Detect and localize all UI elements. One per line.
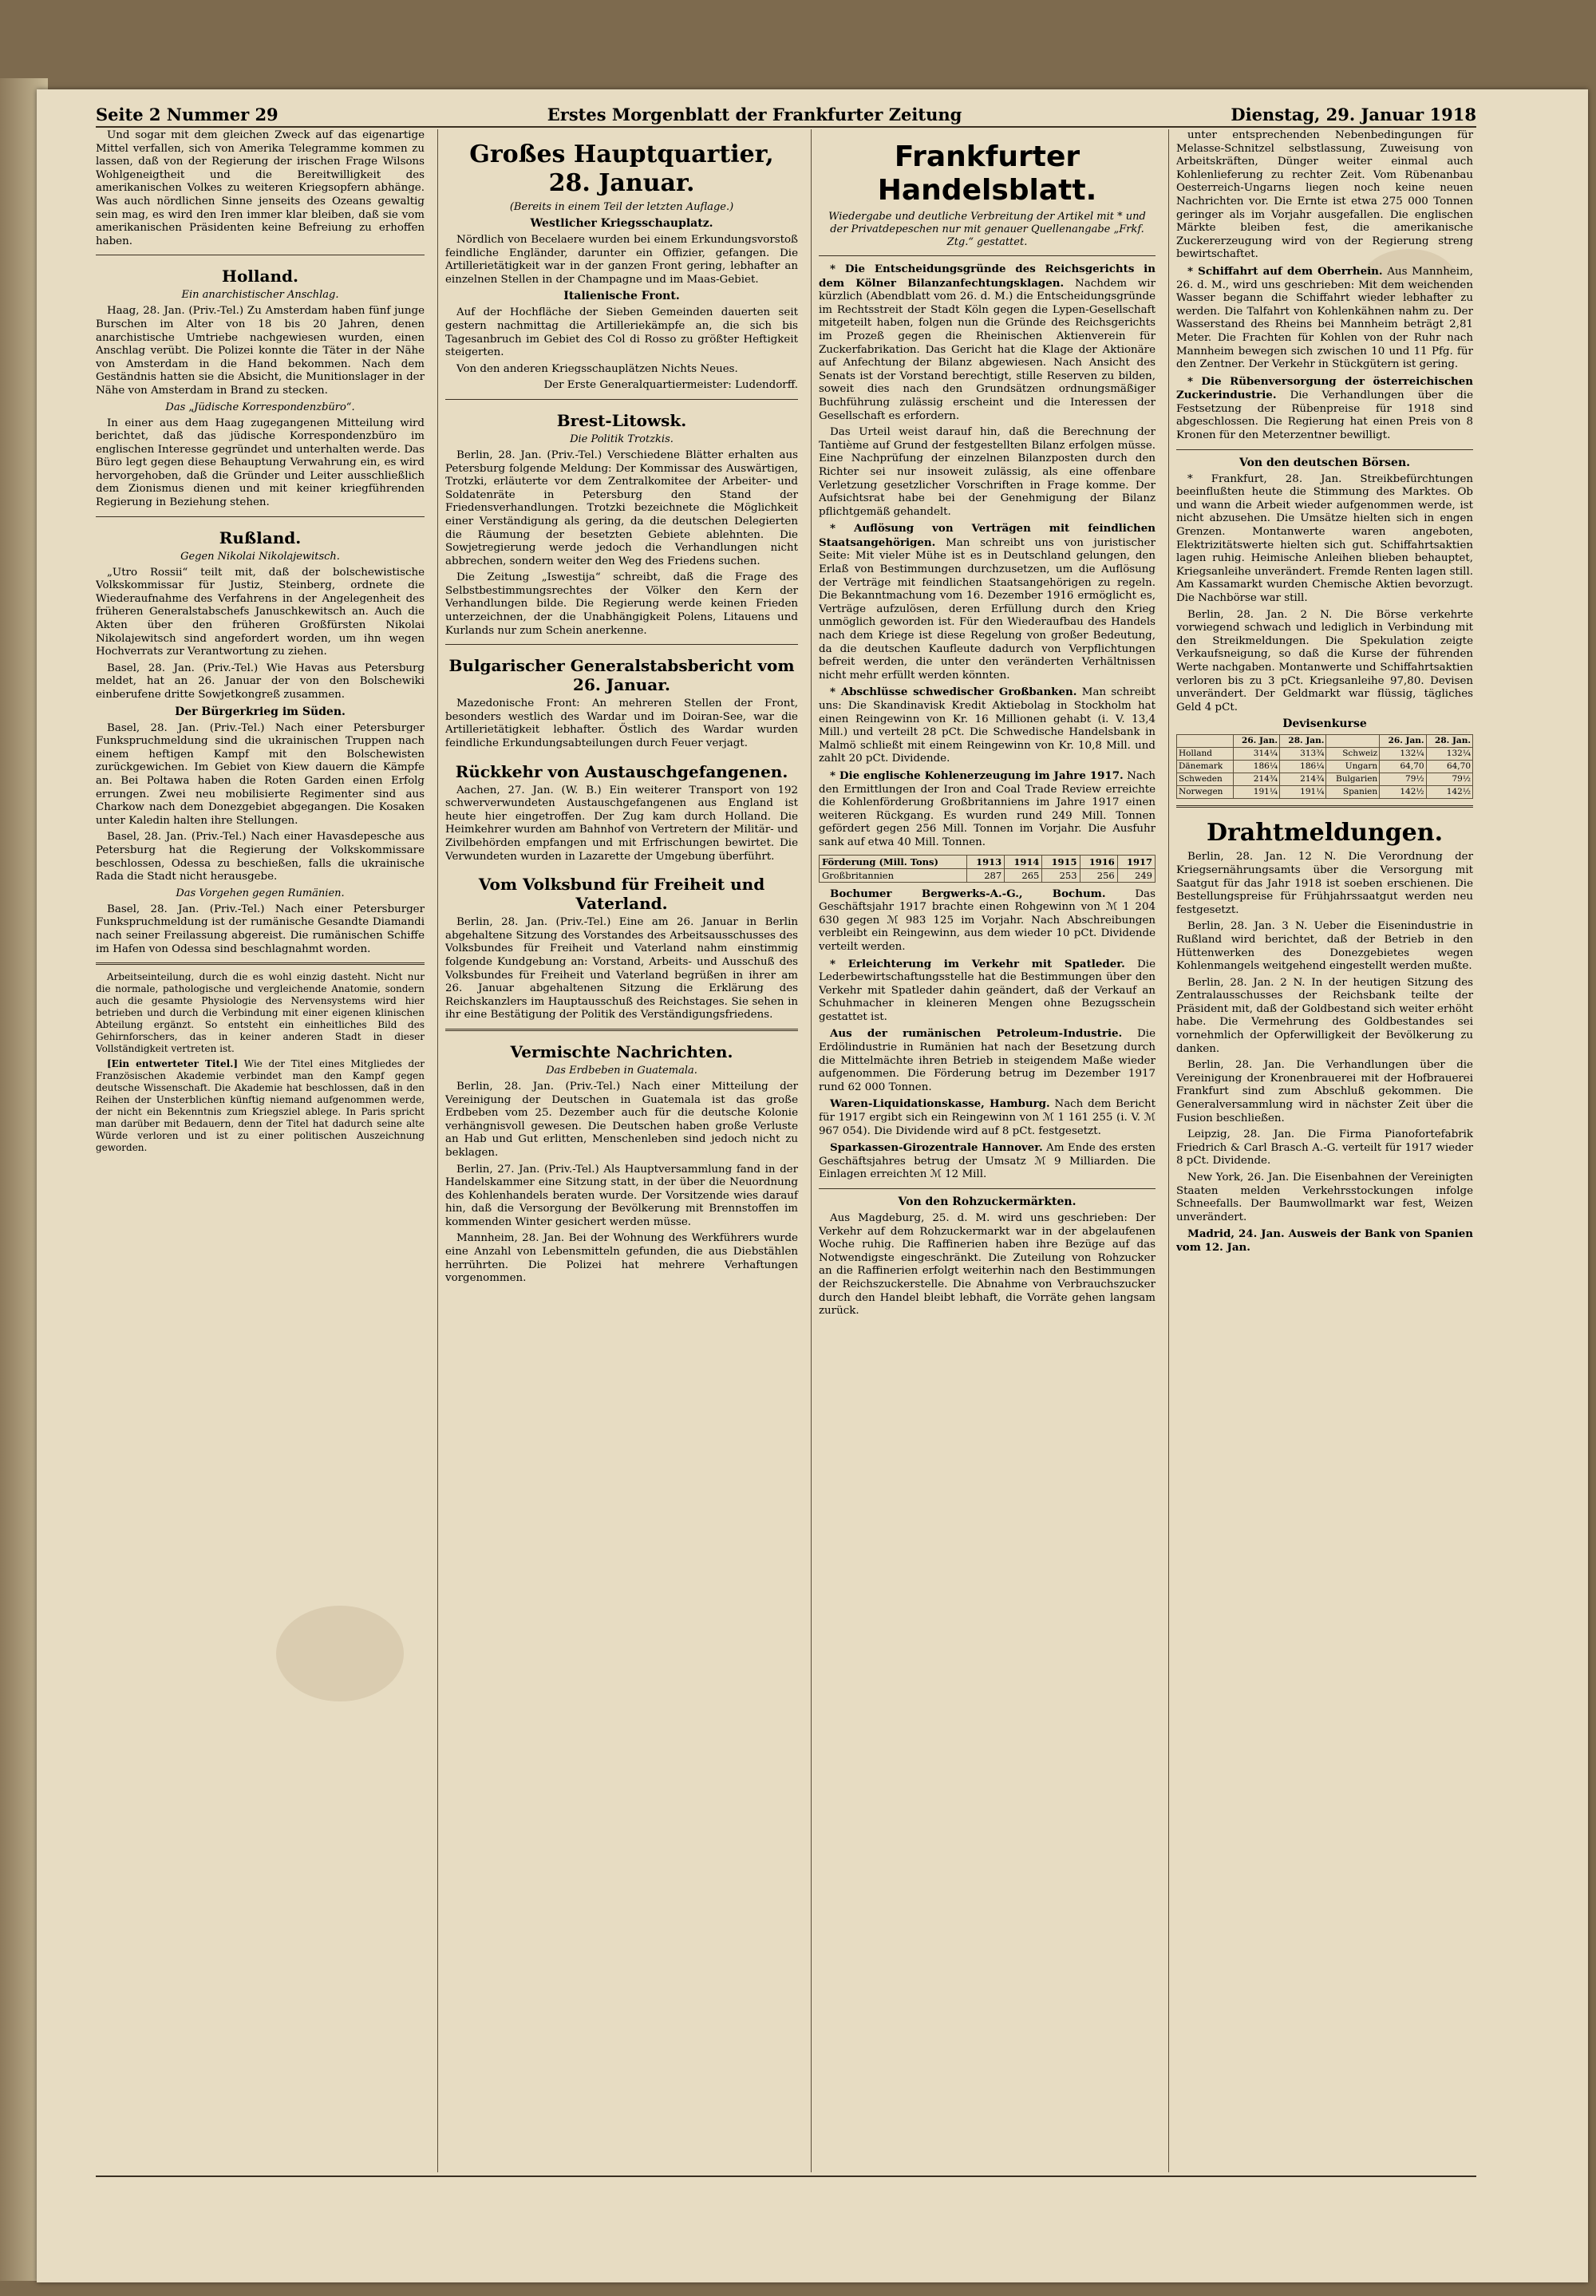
table-cell: 314¼ <box>1233 748 1279 761</box>
article-text: Das Urteil weist darauf hin, daß die Berechnung der Tantième auf Grund der festgestellten Bilanz erfolgen müsse. Eine Nachprüfung der einzelnen Bilanzposten durch den Richter sei nur insoweit zulässig, als eine offenbare Verletzung gesetzlicher Vorschriften in Frage komme. Der Aufsichtsrat habe bei der Genehmigung der Bilanz pflichtgemäß gehandelt. <box>819 426 1156 518</box>
table-header: 1915 <box>1042 855 1080 868</box>
article-subheading: Italienische Front. <box>563 290 680 303</box>
article-text: Und sogar mit dem gleichen Zweck auf das eigenartige Mittel verfallen, sich von Amerika Telegramme kommen zu lassen, daß von der Regierung der irischen Frage Wilsons Wohlgeneigtheit und die Bereitwilligkeit des amerikanischen Volkes zu weiteren Kriegsopfern abhänge. Was auch nördlichen Sinne jenseits des Ozeans gewaltig sein mag, es wird den Iren immer klar bleiben, daß sie vom amerikanischen Präsidenten keine Befreiung zu erhoffen haben. <box>96 129 425 247</box>
article-text: unter entsprechenden Nebenbedingungen für Melasse-Schnitzel selbstlassung, Zuweisung von Arbeitskräften, Dünger weiter einmal auch Kohlenlieferung zu rechter Zeit. Vom Rübenanbau Oesterreich-Ungarns liegen noch keine neuen Nachrichten vor. Die Ernte ist etwa 275 000 Tonnen geringer als im Vorjahr ausgefallen. Die englischen Märkte bleiben fest, die amerikanische Zuckererzeugung wird von der Regierung streng bewirtschaftet. <box>1176 129 1473 261</box>
item-text: Nach den Ermittlungen der Iron and Coal Trade Review erreichte die Kohlenförderung Großbritanniens im Jahre 1917 einen weiteren Rückgang. Es wurden rund 249 Mill. Tonnen gefördert gegen 256 Mill. Tonnen im Vorjahr. Die Ausfuhr sank auf etwa 40 Mill. Tonnen. <box>819 769 1156 848</box>
divider <box>445 644 798 645</box>
table-cell: 253 <box>1042 868 1080 882</box>
article-subheading: Gegen Nikolai Nikolajewitsch. <box>180 550 340 563</box>
page-number: Seite 2 Nummer 29 <box>96 104 279 124</box>
feuilleton-text <box>96 1058 425 1154</box>
item-heading: Aus der rumänischen Petroleum-Industrie. <box>830 1027 1123 1041</box>
article-text <box>819 769 1156 850</box>
table-row <box>1177 786 1473 799</box>
table-header: Förderung (Mill. Tons) <box>820 855 967 868</box>
article-text: Madrid, 24. Jan. Ausweis der Bank von Spanien vom 12. Jan. <box>1176 1227 1473 1254</box>
article-text: Von den anderen Kriegsschauplätzen Nichts Neues. <box>456 362 738 375</box>
section-heading-wire: Drahtmeldungen. <box>1206 819 1444 848</box>
article-text <box>819 1141 1156 1182</box>
item-text: Die Erdölindustrie in Rumänien hat nach der Besetzung durch die Mittelmächte ihren Betrieb in steigendem Maße wieder aufgenommen. Die Förderung betrug im Dezember 1917 rund 62 000 Tonnen. <box>819 1028 1156 1093</box>
column-rule <box>1168 129 1169 2172</box>
article-subheading: Das Erdbeben in Guatemala. <box>546 1064 697 1077</box>
divider <box>445 399 798 400</box>
article-text <box>819 686 1156 766</box>
article-text: Basel, 28. Jan. (Priv.-Tel.) Nach einer Havasdepesche aus Petersburg hat die Regierung der Volkskommissare beschlossen, Odessa zu beschießen, falls die ukrainische Rada die Stadt nicht herausgebe. <box>96 831 425 883</box>
table-cell: 249 <box>1117 868 1155 882</box>
article-subheading: Der Bürgerkrieg im Süden. <box>175 705 346 718</box>
item-heading: [Ein entwerteter Titel.] <box>107 1058 239 1070</box>
item-text: Aus Mannheim, 26. d. M., wird uns geschrieben: Mit dem weichenden Wasser begann die Schiffahrt wieder lebhafter zu werden. Die Talfahrt von Kohlenkähnen nahm zu. Der Wasserstand des Rheins bei Mannheim beträgt 2,81 Meter. Die Frachten für Kohlen von der Ruhr nach Mannheim bewegen sich zwischen 10 und 11 Pfg. für den Zentner. Der Verkehr in Stückgütern ist gering. <box>1176 265 1473 371</box>
page-bottom-rule <box>96 2175 1476 2177</box>
table-cell: 142½ <box>1426 786 1472 799</box>
item-heading: Waren-Liquidationskasse, Hamburg. <box>830 1097 1050 1111</box>
item-text: Nachdem wir kürzlich (Abendblatt vom 26. d. M.) die Entscheidungsgründe im Rechtsstreit der Stadt Köln gegen die Lypen-Gesellschaft mitgeteilt haben, folgen nun die Gründe des Reichsgerichts im Prozeß gegen die Rheinischen Aktienverein für Zuckerfabrikation. Das Gericht hat die Klage der Aktionäre auf Anfechtung der Bilanz abgewiesen. Nach Ansicht des Senats ist der Vorstand berechtigt, stille Reserven zu bilden, soweit dies nach den Grundsätzen ordnungsmäßiger Buchführung zulässig erscheint und die Interessen der Gesellschaft es erfordern. <box>819 277 1156 422</box>
article-text <box>1176 375 1473 443</box>
item-heading: * Die englische Kohlenerzeugung im Jahre 1917. <box>830 769 1124 782</box>
article-subheading: Ein anarchistischer Anschlag. <box>181 289 339 302</box>
item-text: Die Verhandlungen über die Festsetzung der Rübenpreise für 1918 sind abgeschlossen. Die Regierung hat einen Preis von 8 Kronen für den Meterzentner bewilligt. <box>1176 389 1473 442</box>
item-heading: * Auflösung von Verträgen mit feindlichen Staatsangehörigen. <box>819 522 1156 549</box>
table-cell: 186¼ <box>1233 761 1279 773</box>
paper-title: Erstes Morgenblatt der Frankfurter Zeitung <box>547 104 962 124</box>
divider <box>1176 805 1473 808</box>
section-heading-bourse: Von den deutschen Börsen. <box>1239 456 1410 469</box>
table-cell: 186¼ <box>1280 761 1326 773</box>
table-cell: Großbritannien <box>820 868 967 882</box>
table-cell: 214¾ <box>1280 773 1326 786</box>
article-text: Berlin, 28. Jan. 12 N. Die Verordnung der Kriegsernährungsamts über die Versorgung mit Saatgut für das Jahr 1918 ist soeben erschienen. Die Bestellungspreise für Frühjahrssaatgut werden neu festgesetzt. <box>1176 851 1473 916</box>
article-text: Berlin, 27. Jan. (Priv.-Tel.) Als Hauptversammlung fand in der Handelskammer eine Sitzung statt, in der über die Neuordnung des Kohlenhandels beraten wurde. Der Vorsitzende wies darauf hin, daß die Versorgung der Bevölkerung mit Brennstoffen im kommenden Winter gesichert werden müsse. <box>445 1163 798 1228</box>
article-text: Die Zeitung „Iswestija“ schreibt, daß die Frage des Selbstbestimmungsrechtes der Völker den Kern der Verhandlungen bilde. Die Regierung werde keinen Frieden unterzeichnen, der die Unabhängigkeit Polens, Litauens und Kurlands nur zum Schein anerkenne. <box>445 571 798 637</box>
article-text <box>819 522 1156 682</box>
article-text: Leipzig, 28. Jan. Die Firma Pianofortefabrik Friedrich & Carl Brasch A.-G. verteilt für 1917 wieder 8 pCt. Dividende. <box>1176 1128 1473 1168</box>
article-text: Berlin, 28. Jan. (Priv.-Tel.) Nach einer Mitteilung der Vereinigung der Deutschen in Guatemala ist das große Erdbeben vom 25. Dezember auch für die deutsche Kolonie verhängnisvoll gewesen. Die Deutschen haben große Verluste an Hab und Gut erlitten, Menschenleben sind jedoch nicht zu beklagen. <box>445 1080 798 1159</box>
exchange-rates-table <box>1176 734 1473 799</box>
columns <box>0 129 1551 2172</box>
table-row <box>1177 761 1473 773</box>
article-subheading: Das Vorgehen gegen Rumänien. <box>176 887 345 899</box>
article-text: Auf der Hochfläche der Sieben Gemeinden dauerten seit gestern nachmittag die Artilleriekämpfe an, die sich bis Tagesanbruch im Gebiet des Col di Rosso zu größter Heftigkeit steigerten. <box>445 306 798 359</box>
table-row <box>820 868 1156 882</box>
column-rule <box>811 129 812 2172</box>
item-heading: * Die Entscheidungsgründe des Reichsgerichts in dem Kölner Bilanzanfechtungsklagen. <box>819 263 1156 290</box>
divider <box>819 1188 1156 1189</box>
item-heading: * Schiffahrt auf dem Oberrhein. <box>1187 264 1383 278</box>
article-text: Haag, 28. Jan. (Priv.-Tel.) Zu Amsterdam haben fünf junge Burschen im Alter von 18 bis 20 Jahren, denen anarchistische Umtriebe nachgewiesen wurden, einen Anschlag verübt. Die Polizei konnte die Täter in der Nähe von Amsterdam in die Hand bekommen. Nach dem Geständnis hatten sie die Absicht, die Munitionslager in der Nähe von Amsterdam in Brand zu stecken. <box>96 305 425 397</box>
article-text: Aachen, 27. Jan. (W. B.) Ein weiterer Transport von 192 schwerverwundeten Austauschgefangenen aus England ist heute hier eingetroffen. Der Zug kam durch Holland. Die Heimkehrer wurden am Bahnhof von Vertretern der Militär- und Zivilbehörden empfangen und mit Erfrischungen bewirtet. Die Verwundeten wurden in Lazarette der Umgebung überführt. <box>445 784 798 863</box>
item-text: Das Geschäftsjahr 1917 brachte einen Rohgewinn von ℳ 1 204 630 gegen ℳ 983 125 im Vorjahr. Nach Abschreibungen verbleibt ein Reingewinn, aus dem wieder 10 pCt. Dividende verteilt werden. <box>819 887 1156 953</box>
item-heading: Sparkassen-Girozentrale Hannover. <box>830 1141 1043 1155</box>
article-text: Basel, 28. Jan. (Priv.-Tel.) Wie Havas aus Petersburg meldet, hat an 26. Januar der von den Bolschewiki einberufene dritte Sowjetkongreß zusammen. <box>96 662 425 701</box>
table-cell: 214¾ <box>1233 773 1279 786</box>
article-subheading: Von den Rohzuckermärkten. <box>898 1195 1077 1208</box>
table-cell: Norwegen <box>1177 786 1234 799</box>
signature: Der Erste Generalquartiermeister: Ludendorff. <box>543 379 798 392</box>
article-text: Berlin, 28. Jan. (Priv.-Tel.) Eine am 26. Januar in Berlin abgehaltene Sitzung des Vorstandes des Arbeitsausschusses des Volksbundes für Freiheit und Vaterland nahm einstimmig folgende Kundgebung an: Vorstand, Arbeits- und Ausschuß des Volksbundes für Freiheit und Vaterland begrüßen in ihrer am 26. Januar abgehaltenen Sitzung die Erklärung des Reichskanzlers im Hauptausschuß des Reichstages. Sie sehen in ihr eine Bestätigung der Politik des Verständigungsfriedens. <box>445 916 798 1022</box>
issue-date: Dienstag, 29. Januar 1918 <box>1231 104 1476 124</box>
article-text <box>1176 265 1473 372</box>
column-1 <box>96 129 431 2172</box>
table-cell: Holland <box>1177 748 1234 761</box>
masthead-note: Wiedergabe und deutliche Verbreitung der Artikel mit * und der Privatdepeschen nur mit genauer Quellenangabe „Frkf. Ztg.“ gestattet. <box>828 211 1146 248</box>
table-header: 1913 <box>967 855 1005 868</box>
section-heading-brest: Brest-Litowsk. <box>556 410 687 430</box>
item-text: Man schreibt uns von juristischer Seite: Mit vieler Mühe ist es in Deutschland gelungen, den Erlaß von Bestimmungen durchzusetzen, um die Auflösung der Verträge mit feindlichen Staatsangehörigen zu regeln. Die Bekanntmachung vom 16. Dezember 1916 ermöglicht es, Verträge aufzulösen, deren Erfüllung durch den Krieg unmöglich geworden ist. Für den Wiederaufbau des Handels nach dem Kriege ist diese Regelung von großer Bedeutung, da die deutschen Kaufleute dadurch von Verpflichtungen befreit werden, die unter den veränderten Verhältnissen nicht mehr erfüllt werden könnten. <box>819 536 1156 682</box>
article-text: Aus Magdeburg, 25. d. M. wird uns geschrieben: Der Verkehr auf dem Rohzuckermarkt war in der abgelaufenen Woche ruhig. Die Raffinerien haben ihre Bezüge auf das Notwendigste eingeschränkt. Die Zuteilung von Rohzucker an die Raffinerien erfolgt weiterhin nach den Bestimmungen der Reichszuckerstelle. Die Abnahme von Verbrauchszucker durch den Handel bleibt lebhaft, die Vorräte gehen langsam zurück. <box>819 1212 1156 1318</box>
divider <box>96 962 425 965</box>
article-text: In einer aus dem Haag zugegangenen Mitteilung wird berichtet, daß das jüdische Korrespondenzbüro im englischen Interesse gegründet und unterhalten werde. Das Büro legt gegen diese Behauptung Verwahrung ein, es wird hervorgehoben, daß die Gründer und Leiter ausschließlich dem Zionismus dienen und mit keiner kriegführenden Regierung in Beziehung stehen. <box>96 417 425 509</box>
article-text: Basel, 28. Jan. (Priv.-Tel.) Nach einer Petersburger Funkspruchmeldung sind die ukrainischen Truppen nach einem heftigen Kampf mit den Bolschewisten zurückgewichen. Im Gebiet von Kiew dauern die Kämpfe an. Bei Poltawa haben die Roten Garden einen Erfolg errungen. Zwei neu mobilisierte Regimenter sind aus Charkow nach dem Donezgebiet abgegangen. Die Kosaken unter Kaledin halten ihre Stellungen. <box>96 721 425 827</box>
column-4 <box>1176 129 1479 2172</box>
article-text: * Frankfurt, 28. Jan. Streikbefürchtungen beeinflußten heute die Stimmung des Marktes. Ob und wann die Arbeit wieder aufgenommen werde, ist nicht abzusehen. Die Umsätze hielten sich in engen Grenzen. Montanwerte waren angeboten, Elektrizitätswerte hielten sich gut. Schiffahrtsaktien lagen ruhig. Heimische Anleihen blieben behauptet, Kriegsanleihe unverändert. Fremde Renten lagen still. Am Kassamarkt wurden Chemische Aktien bevorzugt. Die Nachbörse war still. <box>1176 472 1473 604</box>
article-text: Berlin, 28. Jan. Die Verhandlungen über die Vereinigung der Kronenbrauerei mit der Hofbrauerei Frankfurt sind zum Abschluß gekommen. Die Generalversammlung wird in nächster Zeit über die Fusion beschließen. <box>1176 1059 1473 1124</box>
table-cell: 64,70 <box>1380 761 1426 773</box>
article-text: Berlin, 28. Jan. 2 N. Die Börse verkehrte vorwiegend schwach und lediglich in Verbindung mit den Streikmeldungen. Die Spekulation zeigte Verkaufsneigung, so daß die Kurse der führenden Werte nachgaben. Montanwerte und Schiffahrtsaktien verloren bis zu 3 pCt. Kriegsanleihe 97,80. Devisen unverändert. Der Geldmarkt war flüssig, tägliches Geld 4 pCt. <box>1176 608 1473 713</box>
table-cell: Ungarn <box>1326 761 1380 773</box>
table-cell: 256 <box>1080 868 1117 882</box>
table-cell: Schweden <box>1177 773 1234 786</box>
table-header: 26. Jan. <box>1233 735 1279 748</box>
table-cell: 142½ <box>1380 786 1426 799</box>
item-heading: Bochumer Bergwerks-A.-G., Bochum. <box>830 887 1106 900</box>
column-3 <box>819 129 1162 2172</box>
article-subheading: Die Politik Trotzkis. <box>570 433 674 445</box>
article-text: Basel, 28. Jan. (Priv.-Tel.) Nach einer Petersburger Funkspruchmeldung ist der rumänische Gesandte Diamandi nach seiner Freilassung abgereist. Die rumänischen Schiffe im Hafen von Odessa sind beschlagnahmt worden. <box>96 903 425 955</box>
article-text: Berlin, 28. Jan. (Priv.-Tel.) Verschiedene Blätter erhalten aus Petersburg folgende Meldung: Der Kommissar des Auswärtigen, Trotzki, erläuterte vor dem Zentralkomitee der Arbeiter- und Soldatenräte in Petersburg den Stand der Friedensverhandlungen. Trotzki bezeichnete die Möglichkeit einer Verständigung als gering, da die deutschen Delegierten die Räumung der besetzten Gebiete ablehnten. Die Sowjetregierung werde jedoch die Verhandlungen nicht abbrechen, sondern weiter den Weg des Friedens suchen. <box>445 449 798 567</box>
item-heading: * Abschlüsse schwedischer Großbanken. <box>830 686 1077 699</box>
feuilleton-text: Arbeitseinteilung, durch die es wohl einzig dasteht. Nicht nur die normale, pathologische und vergleichende Anatomie, sondern auch die gesamte Physiologie des Nervensystems wird hier betrieben und durch die Verbindung mit einer eigenen klinischen Abteilung ergänzt. So entsteht ein einheitliches Bild des Gehirnforschers, das in keiner anderen Stadt in dieser Vollständigkeit vertreten ist. <box>96 971 425 1055</box>
production-table <box>819 855 1156 883</box>
table-header: 1917 <box>1117 855 1155 868</box>
article-text <box>819 263 1156 423</box>
table-cell: 79½ <box>1426 773 1472 786</box>
table-cell: 64,70 <box>1426 761 1472 773</box>
item-heading: * Die Rübenversorgung der österreichischen Zuckerindustrie. <box>1176 374 1473 402</box>
section-heading-russia: Rußland. <box>219 528 302 547</box>
masthead-handelsblatt: Frankfurter Handelsblatt. <box>877 140 1097 207</box>
article-text: Berlin, 28. Jan. 2 N. In der heutigen Sitzung des Zentralausschusses der Reichsbank teilte der Präsident mit, daß der Goldbestand sich weiter erhöht habe. Die Vermehrung des Goldbestandes sei vornehmlich der Opferwilligkeit der Bevölkerung zu danken. <box>1176 976 1473 1055</box>
table-row <box>1177 748 1473 761</box>
table-row <box>1177 773 1473 786</box>
table-cell: 287 <box>967 868 1005 882</box>
item-text: Wie der Titel eines Mitgliedes der Französischen Akademie verbindet man den Kampf gegen deutsche Wissenschaft. Die Akademie hat beschlossen, daß in den Reihen der Unsterblichen künftig niemand aufgenommen werde, der nicht ein Bekenntnis zum Kriegsziel ablege. In Paris spricht man darüber mit Bedauern, denn der Titel hat dadurch seine alte Würde verloren und ist zu einer politischen Auszeichnung geworden. <box>96 1058 425 1154</box>
table-cell: 313¾ <box>1280 748 1326 761</box>
table-header <box>1177 735 1234 748</box>
article-text: Mazedonische Front: An mehreren Stellen der Front, besonders westlich des Wardar und im Doiran-See, war die Artillerietätigkeit lebhafter. Östlich des Wardar wurden feindliche Erkundungsabteilungen durch Feuer verjagt. <box>445 697 798 750</box>
divider <box>819 255 1156 256</box>
table-cell: Bulgarien <box>1326 773 1380 786</box>
article-text <box>819 887 1156 954</box>
article-subheading: Das „Jüdische Korrespondenzbüro“. <box>165 401 355 413</box>
table-header: 28. Jan. <box>1280 735 1326 748</box>
article-text <box>819 1097 1156 1138</box>
divider <box>445 1029 798 1031</box>
page-header <box>96 102 1476 128</box>
section-heading-misc: Vermischte Nachrichten. <box>510 1041 733 1061</box>
section-heading-hq: Großes Hauptquartier, 28. Januar. <box>469 140 774 197</box>
table-header: 1916 <box>1080 855 1117 868</box>
article-text <box>819 958 1156 1025</box>
article-subheading: (Bereits in einem Teil der letzten Auflage.) <box>509 201 734 213</box>
column-rule <box>437 129 438 2172</box>
section-heading-pow: Rückkehr von Austauschgefangenen. <box>455 761 788 781</box>
divider <box>96 516 425 517</box>
table-cell: 265 <box>1005 868 1042 882</box>
item-text: Am Ende des ersten Geschäftsjahres betrug der Umsatz ℳ 9 Milliarden. Die Einlagen erreichten ℳ 12 Mill. <box>819 1142 1156 1181</box>
article-text: „Utro Rossii“ teilt mit, daß der bolschewistische Volkskommissar für Justiz, Steinberg, ordnete die Wiederaufnahme des Verfahrens in der Angelegenheit des früheren Generalstabschefs Januschkewitsch an. Auch die Akten über den früheren Großfürsten Nikolai Nikolajewitsch sind angefordert worden, um ihn wegen Hochverrats zur Verantwortung zu ziehen. <box>96 566 425 658</box>
table-cell: 79½ <box>1380 773 1426 786</box>
table-cell: 132¼ <box>1426 748 1472 761</box>
table-header <box>1326 735 1380 748</box>
article-text: Mannheim, 28. Jan. Bei der Wohnung des Werkführers wurde eine Anzahl von Lebensmitteln gefunden, die aus Diebstählen herrührten. Die Polizei hat mehrere Verhaftungen vorgenommen. <box>445 1232 798 1285</box>
item-text: Nach dem Bericht für 1917 ergibt sich ein Reingewinn von ℳ 1 161 255 (i. V. ℳ 967 054). Die Dividende wird auf 8 pCt. festgesetzt. <box>819 1098 1156 1137</box>
table-header: 1914 <box>1005 855 1042 868</box>
item-text: Die Lederbewirtschaftungsstelle hat die Bestimmungen über den Verkehr mit Spatleder dahin geändert, daß der Verkauf an Schuhmacher in kleineren Mengen ohne Bezugsschein gestattet ist. <box>819 958 1156 1023</box>
table-cell: 191¼ <box>1280 786 1326 799</box>
item-text: Man schreibt uns: Die Skandinavisk Kredit Aktiebolag in Stockholm hat einen Reingewinn von Kr. 16 Millionen gehabt (i. V. 13,4 Mill.) und verteilt 28 pCt. Die Schwedische Handelsbank in Malmö schließt mit einem Reingewinn von Kr. 10,8 Mill. und zahlt 20 pCt. Dividende. <box>819 686 1156 765</box>
item-heading: * Erleichterung im Verkehr mit Spatleder. <box>830 957 1125 970</box>
article-text <box>819 1027 1156 1094</box>
table-cell: Dänemark <box>1177 761 1234 773</box>
table-cell: Schweiz <box>1326 748 1380 761</box>
section-heading-volksbund: Vom Volksbund für Freiheit und Vaterland. <box>478 875 765 914</box>
table-cell: 132¼ <box>1380 748 1426 761</box>
table-cell: Spanien <box>1326 786 1380 799</box>
section-heading-holland: Holland. <box>222 267 298 287</box>
article-subheading: Westlicher Kriegsschauplatz. <box>530 217 713 230</box>
divider <box>1176 449 1473 450</box>
column-2 <box>445 129 804 2172</box>
section-heading-bulgaria: Bulgarischer Generalstabsbericht vom 26. Januar. <box>448 656 795 695</box>
table-header: 28. Jan. <box>1426 735 1472 748</box>
article-text: Berlin, 28. Jan. 3 N. Ueber die Eisenindustrie in Rußland wird berichtet, daß der Betrieb in den Hüttenwerken des Donezgebietes wegen Kohlenmangels weitgehend eingestellt werden mußte. <box>1176 920 1473 973</box>
article-text: New York, 26. Jan. Die Eisenbahnen der Vereinigten Staaten melden Verkehrsstockungen infolge Schneefalls. Der Baumwollmarkt war fest, Weizen unverändert. <box>1176 1172 1473 1223</box>
table-cell: 191¼ <box>1233 786 1279 799</box>
table-title: Devisenkurse <box>1282 717 1367 731</box>
article-text: Nördlich von Becelaere wurden bei einem Erkundungsvorstoß feindliche Engländer, darunter ein Offizier, gefangen. Die Artillerietätigkeit war in der ganzen Front gering, lebhafter an einzelnen Stellen in der Champagne und im Maas-Gebiet. <box>445 234 798 286</box>
table-header: 26. Jan. <box>1380 735 1426 748</box>
